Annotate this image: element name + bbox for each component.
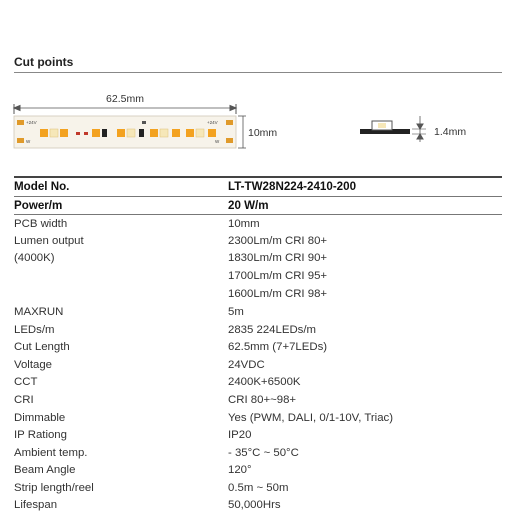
spec-value: 2835 224LEDs/m (228, 323, 317, 336)
spec-value: 20 W/m (228, 196, 502, 215)
spec-row (14, 338, 502, 356)
spec-row (14, 321, 502, 339)
spec-value: Yes (PWM, DALI, 0/1-10V, Triac) (228, 411, 394, 424)
section-divider (14, 72, 502, 73)
spec-table (14, 176, 502, 514)
spec-key: Voltage (14, 358, 53, 371)
spec-key: Cut Length (14, 341, 70, 354)
spec-value: IP20 (228, 429, 252, 442)
spec-value: - 35°C ~ 50°C (228, 446, 299, 459)
spec-row (14, 177, 502, 196)
thickness-label: 1.4mm (434, 126, 467, 138)
spec-key: Dimmable (14, 411, 66, 424)
solder-pad-left (17, 120, 24, 125)
spec-row (14, 391, 502, 409)
spec-value: 10mm (228, 217, 260, 230)
spec-key: Model No. (14, 177, 228, 196)
strip-mark-small-left: W (26, 139, 31, 144)
spec-key: Beam Angle (14, 464, 76, 477)
strip-mark-plus-right: +24V (207, 120, 218, 125)
spec-value: 5m (228, 305, 244, 318)
strip-profile (360, 121, 410, 134)
spec-value: 2300Lm/m CRI 80+ 1830Lm/m CRI 90+ 1700Lm/m CRI 95+ 1600Lm/m CRI 98+ (228, 234, 328, 300)
spec-row (14, 497, 502, 515)
spec-key: CRI (14, 393, 34, 406)
spec-row (14, 196, 502, 215)
spec-key: PCB width (14, 217, 68, 230)
strip-mark-plus-left: +24V (26, 120, 37, 125)
spec-row (14, 426, 502, 444)
spec-value: 120° (228, 464, 252, 477)
spec-value: CRI 80+~98+ (228, 393, 297, 406)
spec-key: CCT (14, 376, 38, 389)
width-label: 10mm (248, 127, 278, 139)
length-label: 62.5mm (106, 93, 144, 105)
spec-row (14, 303, 502, 321)
led-strip (14, 116, 236, 148)
spec-value: LT-TW28N224-2410-200 (228, 177, 502, 196)
spec-value: 50,000Hrs (228, 499, 281, 512)
spec-value: 2400K+6500K (228, 376, 301, 389)
length-dimension (14, 104, 236, 114)
spec-key: Lifespan (14, 499, 58, 512)
spec-row (14, 462, 502, 480)
solder-pad-right (226, 120, 233, 125)
spec-key: Strip length/reel (14, 481, 94, 494)
spec-row (14, 444, 502, 462)
spec-row (14, 409, 502, 427)
spec-value: 62.5mm (7+7LEDs) (228, 341, 328, 354)
spec-key: MAXRUN (14, 305, 64, 318)
width-dimension (238, 116, 246, 148)
spec-key: Ambient temp. (14, 446, 88, 459)
spec-key: Lumen output (4000K) (14, 234, 84, 265)
cut-points-diagram (0, 80, 516, 170)
spec-value: 24VDC (228, 358, 265, 371)
spec-row (14, 356, 502, 374)
strip-mark-small-right: W (215, 139, 220, 144)
section-title: Cut points (14, 55, 74, 69)
spec-key: LEDs/m (14, 323, 55, 336)
spec-row (14, 233, 502, 303)
spec-key: Power/m (14, 196, 228, 215)
spec-row (14, 374, 502, 392)
thickness-dimension (412, 116, 426, 142)
spec-row (14, 479, 502, 497)
spec-key: IP Rationg (14, 429, 67, 442)
spec-row (14, 215, 502, 233)
spec-value: 0.5m ~ 50m (228, 481, 289, 494)
